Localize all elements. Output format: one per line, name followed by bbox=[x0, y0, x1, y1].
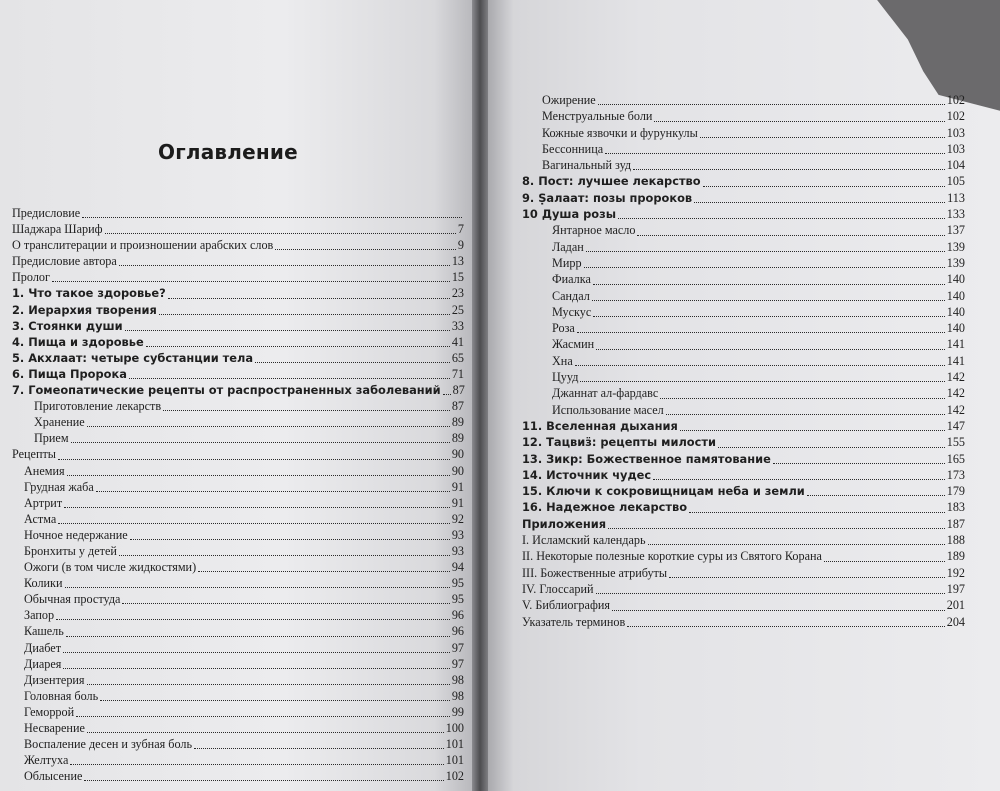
dot-leader bbox=[443, 394, 451, 395]
toc-entry bbox=[522, 467, 965, 483]
toc-entry bbox=[12, 430, 464, 446]
toc-entry-label: 2. Иерархия творения bbox=[12, 302, 157, 317]
toc-entry-page: 101 bbox=[445, 737, 464, 752]
toc-entry bbox=[12, 672, 464, 688]
toc-entry-page: 102 bbox=[445, 769, 464, 784]
toc-entry bbox=[522, 516, 965, 532]
dot-leader bbox=[633, 169, 945, 170]
toc-entry-page: 142 bbox=[946, 386, 965, 401]
toc-entry-page: 9 bbox=[457, 238, 464, 253]
toc-entry-label: Приложения bbox=[522, 516, 607, 531]
dot-leader bbox=[703, 186, 945, 187]
toc-entry bbox=[12, 720, 464, 736]
toc-entry-page: 98 bbox=[451, 688, 464, 703]
toc-entry-page: 141 bbox=[946, 337, 965, 352]
toc-entry bbox=[12, 334, 464, 350]
toc-entry-page: 33 bbox=[451, 318, 464, 333]
dot-leader bbox=[592, 300, 945, 301]
toc-entry-page: 87 bbox=[452, 383, 465, 398]
dot-leader bbox=[82, 217, 462, 218]
toc-entry bbox=[522, 108, 965, 124]
dot-leader bbox=[700, 137, 945, 138]
toc-entry-label: Использование масел bbox=[552, 402, 664, 417]
toc-entry-label: IV. Глоссарий bbox=[522, 581, 594, 596]
toc-entry-label: Фиалка bbox=[552, 272, 591, 287]
toc-entry bbox=[522, 532, 965, 548]
dot-leader bbox=[130, 539, 450, 540]
toc-entry bbox=[522, 385, 965, 401]
toc-entry-page: 189 bbox=[946, 549, 965, 564]
dot-leader bbox=[119, 265, 450, 266]
dot-leader bbox=[122, 603, 449, 604]
toc-entry-label: Хранение bbox=[34, 415, 85, 430]
toc-entry-label: 12. Тацвиӟ: рецепты милости bbox=[522, 435, 716, 450]
toc-entry bbox=[12, 463, 464, 479]
toc-entry-page: 192 bbox=[946, 565, 965, 580]
dot-leader bbox=[65, 587, 450, 588]
dot-leader bbox=[58, 459, 450, 460]
toc-entry-page: 25 bbox=[451, 302, 464, 317]
toc-entry-page: 201 bbox=[946, 598, 965, 613]
toc-entry-page: 102 bbox=[946, 93, 965, 107]
toc-entry-label: Рецепты bbox=[12, 447, 56, 462]
toc-entry bbox=[12, 591, 464, 607]
dot-leader bbox=[168, 298, 450, 299]
dot-leader bbox=[100, 700, 450, 701]
toc-entry-page: 197 bbox=[946, 581, 965, 596]
dot-leader bbox=[76, 716, 450, 717]
toc-entry bbox=[12, 269, 464, 285]
toc-entry bbox=[522, 451, 965, 467]
toc-entry-label: 7. Гомеопатические рецепты от распространенных заболеваний bbox=[12, 383, 441, 398]
toc-entry-label: II. Некоторые полезные короткие суры из Святого Корана bbox=[522, 549, 822, 564]
dot-leader bbox=[653, 479, 945, 480]
toc-entry-page: 65 bbox=[451, 350, 464, 365]
toc-entry bbox=[12, 414, 464, 430]
toc-left-column bbox=[12, 205, 464, 784]
toc-entry bbox=[522, 402, 965, 418]
toc-entry bbox=[522, 125, 965, 141]
dot-leader bbox=[70, 764, 443, 765]
dot-leader bbox=[718, 447, 945, 448]
toc-entry-label: Диабет bbox=[24, 640, 62, 655]
toc-entry bbox=[522, 206, 965, 222]
toc-entry-page: 113 bbox=[947, 190, 965, 205]
toc-entry-label: I. Исламский календарь bbox=[522, 533, 646, 548]
dot-leader bbox=[58, 523, 450, 524]
toc-entry-page: 142 bbox=[946, 402, 965, 417]
toc-entry bbox=[522, 597, 965, 613]
dot-leader bbox=[56, 619, 450, 620]
toc-entry-page: 155 bbox=[946, 435, 965, 450]
toc-entry bbox=[12, 382, 464, 398]
toc-entry-label: Кожные язвочки и фурункулы bbox=[542, 125, 698, 140]
dot-leader bbox=[84, 780, 443, 781]
dot-leader bbox=[64, 507, 450, 508]
toc-entry-page: 133 bbox=[946, 207, 965, 222]
toc-entry-page: 23 bbox=[451, 286, 464, 301]
dot-leader bbox=[129, 378, 450, 379]
toc-entry-page: 93 bbox=[451, 527, 464, 542]
dot-leader bbox=[637, 235, 944, 236]
toc-entry bbox=[12, 205, 464, 221]
toc-entry-page: 179 bbox=[946, 484, 965, 499]
toc-entry bbox=[12, 559, 464, 575]
toc-entry-label: 4. Пища и здоровье bbox=[12, 334, 144, 349]
dot-leader bbox=[87, 426, 450, 427]
toc-entry-page: 90 bbox=[451, 463, 464, 478]
toc-entry-page: 95 bbox=[451, 576, 464, 591]
dot-leader bbox=[584, 267, 945, 268]
dot-leader bbox=[596, 593, 945, 594]
toc-entry bbox=[12, 656, 464, 672]
toc-entry bbox=[12, 285, 464, 301]
toc-entry bbox=[522, 92, 965, 108]
toc-entry bbox=[522, 255, 965, 271]
dot-leader bbox=[660, 398, 944, 399]
toc-entry-page: 71 bbox=[451, 366, 464, 381]
toc-entry-page: 7 bbox=[457, 222, 464, 237]
toc-entry bbox=[522, 173, 965, 189]
toc-entry bbox=[522, 336, 965, 352]
toc-entry-page: 93 bbox=[451, 543, 464, 558]
toc-entry-label: Ночное недержание bbox=[24, 527, 128, 542]
toc-entry-label: Дизентерия bbox=[24, 672, 85, 687]
toc-entry-label: Ладан bbox=[552, 239, 584, 254]
toc-entry-page: 101 bbox=[445, 753, 464, 768]
toc-entry bbox=[522, 222, 965, 238]
toc-entry bbox=[522, 369, 965, 385]
toc-entry-label: 14. Источник чудес bbox=[522, 467, 652, 482]
dot-leader bbox=[159, 314, 450, 315]
toc-entry-label: Пролог bbox=[12, 270, 51, 285]
toc-entry bbox=[12, 366, 464, 382]
toc-entry bbox=[522, 141, 965, 157]
toc-entry-label: Приготовление лекарств bbox=[34, 399, 162, 414]
toc-entry-label: 10 Душа розы bbox=[522, 207, 617, 222]
dot-leader bbox=[773, 463, 945, 464]
toc-entry-label: Янтарное масло bbox=[552, 223, 636, 238]
toc-entry bbox=[522, 548, 965, 564]
toc-entry-page: 103 bbox=[946, 125, 965, 140]
toc-entry-page: 91 bbox=[451, 495, 464, 510]
dot-leader bbox=[66, 636, 450, 637]
toc-entry-page: 204 bbox=[946, 614, 965, 629]
toc-entry-label: 15. Ключи к сокровищницам неба и земли bbox=[522, 484, 805, 499]
dot-leader bbox=[163, 410, 450, 411]
dot-leader bbox=[146, 346, 450, 347]
dot-leader bbox=[593, 284, 945, 285]
dot-leader bbox=[105, 233, 456, 234]
toc-entry bbox=[12, 575, 464, 591]
toc-entry bbox=[522, 499, 965, 515]
dot-leader bbox=[807, 495, 945, 496]
toc-entry-page: 188 bbox=[946, 533, 965, 548]
toc-entry-page: 104 bbox=[946, 158, 965, 173]
toc-entry-page: 95 bbox=[451, 592, 464, 607]
dot-leader bbox=[680, 430, 945, 431]
toc-entry bbox=[12, 640, 464, 656]
dot-leader bbox=[580, 381, 944, 382]
toc-entry-label: 3. Стоянки души bbox=[12, 318, 123, 333]
toc-entry-label: Диарея bbox=[24, 656, 62, 671]
toc-entry-page: 141 bbox=[946, 353, 965, 368]
toc-entry bbox=[12, 688, 464, 704]
toc-entry-label: Головная боль bbox=[24, 688, 99, 703]
toc-entry bbox=[12, 752, 464, 768]
dot-leader bbox=[627, 626, 944, 627]
toc-entry bbox=[12, 253, 464, 269]
toc-entry-page: 165 bbox=[946, 451, 965, 466]
dot-leader bbox=[669, 577, 945, 578]
toc-entry bbox=[522, 434, 965, 450]
toc-entry-label: Мирр bbox=[552, 255, 582, 270]
toc-entry-label: V. Библиография bbox=[522, 598, 610, 613]
dot-leader bbox=[689, 512, 945, 513]
toc-entry-page: 97 bbox=[451, 640, 464, 655]
toc-entry-label: 8. Пост: лучшее лекарство bbox=[522, 174, 701, 189]
dot-leader bbox=[605, 153, 945, 154]
toc-entry-page: 13 bbox=[451, 254, 464, 269]
toc-entry-label: Колики bbox=[24, 576, 63, 591]
toc-entry-label: 13. Зикр: Божественное памятование bbox=[522, 451, 771, 466]
dot-leader bbox=[125, 330, 450, 331]
toc-entry bbox=[522, 271, 965, 287]
toc-entry bbox=[522, 320, 965, 336]
toc-entry-label: III. Божественные атрибуты bbox=[522, 565, 668, 580]
toc-entry-label: Астма bbox=[24, 511, 57, 526]
toc-entry-page: 92 bbox=[451, 511, 464, 526]
dot-leader bbox=[63, 652, 450, 653]
toc-entry bbox=[12, 704, 464, 720]
toc-entry-label: Цууд bbox=[552, 370, 579, 385]
toc-entry-page: 139 bbox=[946, 255, 965, 270]
dot-leader bbox=[577, 332, 945, 333]
dot-leader bbox=[618, 218, 945, 219]
toc-entry-page: 89 bbox=[451, 415, 464, 430]
toc-entry-label: 11. Вселенная дыхания bbox=[522, 418, 678, 433]
toc-entry-label: Ожирение bbox=[542, 93, 596, 107]
toc-entry-label: Шаджара Шариф bbox=[12, 222, 103, 237]
toc-entry-label: Предисловие автора bbox=[12, 254, 117, 269]
dot-leader bbox=[593, 316, 944, 317]
toc-entry bbox=[522, 304, 965, 320]
dot-leader bbox=[87, 732, 444, 733]
toc-entry-page: 187 bbox=[946, 516, 965, 531]
dot-leader bbox=[666, 414, 945, 415]
toc-entry-page: 140 bbox=[946, 272, 965, 287]
toc-entry-page: 105 bbox=[946, 174, 965, 189]
toc-entry-label: Прием bbox=[34, 431, 69, 446]
toc-entry bbox=[522, 581, 965, 597]
toc-right-column bbox=[522, 92, 965, 630]
toc-entry-label: Вагинальный зуд bbox=[542, 158, 632, 173]
toc-entry-page: 140 bbox=[946, 304, 965, 319]
dot-leader bbox=[275, 249, 456, 250]
toc-entry-page: 100 bbox=[445, 721, 464, 735]
dot-leader bbox=[598, 104, 945, 105]
dot-leader bbox=[67, 475, 450, 476]
toc-entry-label: Джаннат ал-фардавс bbox=[552, 386, 659, 401]
toc-entry bbox=[12, 446, 464, 462]
toc-entry bbox=[12, 221, 464, 237]
dot-leader bbox=[612, 610, 945, 611]
toc-entry bbox=[12, 607, 464, 623]
toc-entry bbox=[522, 353, 965, 369]
toc-entry-page: 96 bbox=[451, 608, 464, 623]
dot-leader bbox=[255, 362, 450, 363]
toc-entry-label: Указатель терминов bbox=[522, 614, 626, 629]
toc-entry-label: Грудная жаба bbox=[24, 479, 94, 494]
toc-entry-label: Геморрой bbox=[24, 704, 75, 719]
toc-entry-label: 5. Акхлаат: четыре субстанции тела bbox=[12, 350, 254, 365]
toc-entry-page: 99 bbox=[451, 704, 464, 719]
dot-leader bbox=[52, 281, 450, 282]
toc-entry-page: 41 bbox=[451, 334, 464, 349]
toc-entry-page: 94 bbox=[451, 560, 464, 575]
toc-entry bbox=[12, 237, 464, 253]
toc-entry bbox=[12, 479, 464, 495]
toc-entry-page: 97 bbox=[451, 656, 464, 671]
toc-entry bbox=[12, 495, 464, 511]
toc-entry bbox=[522, 288, 965, 304]
dot-leader bbox=[71, 442, 450, 443]
toc-entry-label: Жасмин bbox=[552, 337, 595, 352]
toc-entry-page: 98 bbox=[451, 672, 464, 687]
toc-entry-label: Обычная простуда bbox=[24, 592, 121, 607]
toc-entry-label: Бессонница bbox=[542, 141, 604, 156]
toc-entry-page: 15 bbox=[451, 270, 464, 285]
toc-entry-page: 103 bbox=[946, 141, 965, 156]
dot-leader bbox=[824, 561, 945, 562]
toc-entry-label: Несварение bbox=[24, 721, 85, 735]
dot-leader bbox=[654, 121, 944, 122]
dot-leader bbox=[596, 349, 945, 350]
toc-entry-label: Менструальные боли bbox=[542, 109, 653, 124]
dot-leader bbox=[648, 544, 945, 545]
toc-entry-label: Бронхиты у детей bbox=[24, 543, 117, 558]
toc-entry bbox=[12, 350, 464, 366]
toc-entry-page: 96 bbox=[451, 624, 464, 639]
toc-entry-page: 102 bbox=[946, 109, 965, 124]
dot-leader bbox=[87, 684, 450, 685]
dot-leader bbox=[119, 555, 450, 556]
toc-entry-label: 6. Пища Пророка bbox=[12, 366, 127, 381]
toc-entry-label: Кашель bbox=[24, 624, 64, 639]
toc-entry bbox=[522, 565, 965, 581]
toc-entry bbox=[12, 398, 464, 414]
toc-entry bbox=[12, 543, 464, 559]
dot-leader bbox=[63, 668, 449, 669]
toc-entry-page: 91 bbox=[451, 479, 464, 494]
toc-entry bbox=[522, 418, 965, 434]
toc-entry-page: 142 bbox=[946, 370, 965, 385]
toc-entry bbox=[12, 623, 464, 639]
toc-entry bbox=[522, 483, 965, 499]
toc-entry-label: О транслитерации и произношении арабских слов bbox=[12, 238, 274, 253]
toc-entry-label: Сандал bbox=[552, 288, 590, 303]
toc-entry-page: 137 bbox=[946, 223, 965, 238]
dot-leader bbox=[194, 748, 444, 749]
toc-entry-page: 147 bbox=[946, 418, 965, 433]
toc-entry-page: 183 bbox=[946, 500, 965, 515]
toc-entry-label: Предисловие bbox=[12, 206, 81, 220]
toc-entry-page: 173 bbox=[946, 467, 965, 482]
toc-entry-label: 1. Что такое здоровье? bbox=[12, 286, 166, 301]
dot-leader bbox=[608, 528, 945, 529]
dot-leader bbox=[575, 365, 945, 366]
toc-entry-page: 140 bbox=[946, 288, 965, 303]
book-gutter bbox=[472, 0, 488, 791]
toc-entry-label: Желтуха bbox=[24, 753, 69, 768]
toc-entry-page: 140 bbox=[946, 321, 965, 336]
toc-entry-label: 9. Ṣалаат: позы пророков bbox=[522, 190, 693, 205]
toc-entry bbox=[12, 318, 464, 334]
toc-entry-label: Облысение bbox=[24, 769, 83, 784]
toc-entry-label: Мускус bbox=[552, 304, 592, 319]
dot-leader bbox=[586, 251, 945, 252]
toc-entry-label: Воспаление десен и зубная боль bbox=[24, 737, 193, 752]
toc-entry bbox=[12, 527, 464, 543]
toc-entry bbox=[522, 190, 965, 206]
dot-leader bbox=[694, 202, 945, 203]
toc-entry-page: 87 bbox=[451, 399, 464, 414]
toc-entry-label: Хна bbox=[552, 353, 573, 368]
toc-entry-label: Ожоги (в том числе жидкостями) bbox=[24, 560, 197, 575]
toc-entry-page: 90 bbox=[451, 447, 464, 462]
toc-entry-label: Запор bbox=[24, 608, 55, 623]
toc-entry-label: Анемия bbox=[24, 463, 65, 478]
toc-entry bbox=[12, 768, 464, 784]
toc-entry bbox=[12, 511, 464, 527]
toc-entry bbox=[12, 302, 464, 318]
toc-entry-label: Роза bbox=[552, 321, 575, 336]
toc-entry-label: 16. Надежное лекарство bbox=[522, 500, 688, 515]
toc-entry-page: 139 bbox=[946, 239, 965, 254]
toc-entry bbox=[522, 239, 965, 255]
toc-entry bbox=[522, 614, 965, 630]
page-title: Оглавление bbox=[158, 140, 298, 164]
toc-entry-label: Артрит bbox=[24, 495, 63, 510]
toc-entry-page: 89 bbox=[451, 431, 464, 446]
dot-leader bbox=[198, 571, 450, 572]
toc-entry bbox=[12, 736, 464, 752]
dot-leader bbox=[96, 491, 450, 492]
toc-entry bbox=[522, 157, 965, 173]
